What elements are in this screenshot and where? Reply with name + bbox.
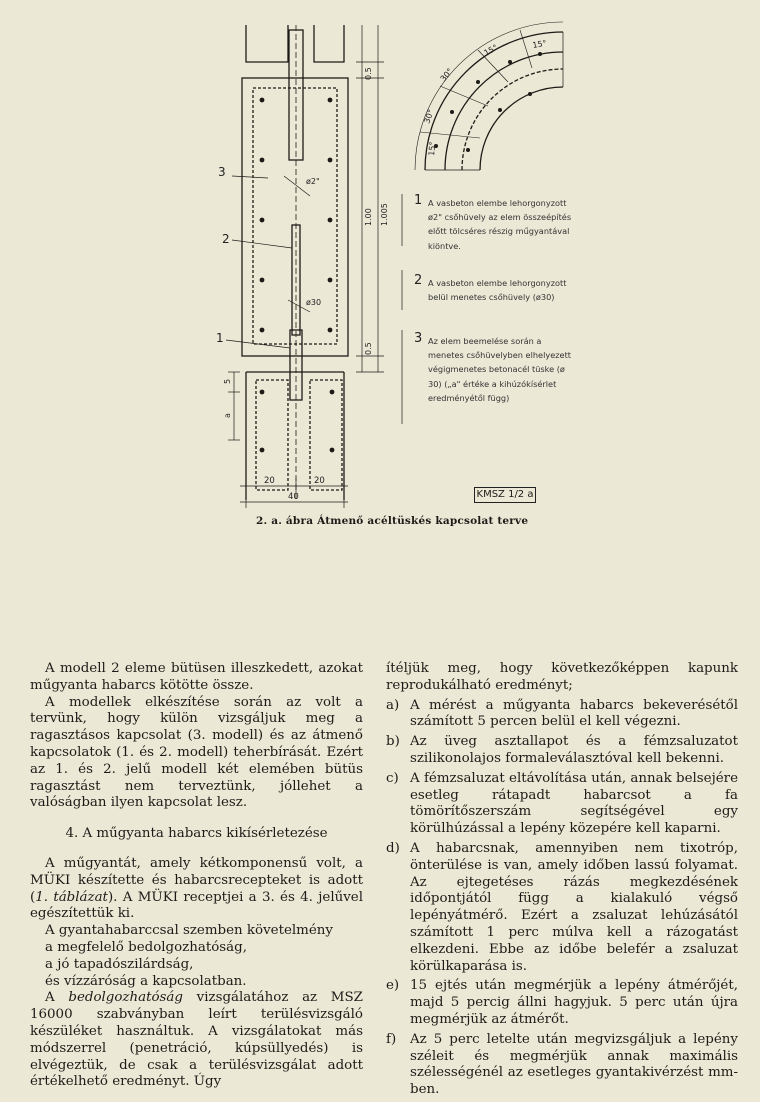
dim-phi2: ø2" [306,177,320,186]
list-item: d) A habarcsnak, amennyiben nem tixotróp, önterülése is van, amely időben lassú folyamat. Az ejtegetéses rázás megkezdésének időpontjától függ a kialakuló végső lepényátmérő. Ezért a zsaluzat lehúzásától számított 1 perc múlva kell a rázogatást elkezdeni. Ebbe az időbe belefér a zsaluzat körülkaparása is. [386,840,738,974]
figure: 3 2 1 0.5 1.00 1.005 0.5 5 a 20 20 40 ø2" ø30 15° 15° 30° 30° 15° 1 A vasbeton elembe lehorgonyzott ø2" csőhüvely az elem összeépítés előtt tölcséres részig műgyantával kiöntve. 2 A vasbeton elembe lehorgonyzott belül menetes csőhüvely (ø30) 3 Az elem beemelése során a menetes csőhüvelyben elhelyezett végigmenetes betonacél tüske (ø 30) („a" értéke a kihúzókísérlet eredményétől függ) KMSZ 1/2 a 2. a. ábra Átmenő acéltüskés kapcsolat terve [0,0,760,540]
paragraph: A modellek elkészítése során az volt a tervünk, hogy külön vizsgáljuk meg a ragasztásos kapcsolat (3. modell) és az átmenő kapcsolatok (1. és 2. modell) teherbírását. Ezért az 1. és 2. jelű modell két elemében bütüs ragasztást nem terveztünk, jóllehet a valóságban ilyen kapcsolat lesz. [30,694,363,811]
list-item: b) Az üveg asztallapot és a fémzsaluzatot szilikonolajos formaleválasztóval kell bekenni. [386,734,738,766]
paragraph: ítéljük meg, hogy következőképpen kapunk reprodukálható eredményt; [386,661,738,693]
section-heading: 4. A műgyanta habarcs kikísérletezése [65,826,328,842]
connection-drawing [0,0,760,540]
dim-1-00: 1.00 [364,208,373,226]
angle-15-a: 15° [531,38,548,50]
requirement-item: és vízzáróság a kapcsolatban. [45,973,247,989]
list-item: c) A fémzsaluzat eltávolítása után, annak belsejére esetleg rátapadt habarcsot a fa tömörítőszerszám segítségével egy körülhúzással a lepény közepére kell kaparni. [386,770,738,837]
paragraph: A bedolgozhatóság vizsgálatához az MSZ 16000 szabványban leírt terülésvizsgáló készüléket használtuk. A vizsgálatokat más módszerrel (penetráció, kúpsüllyedés) is elvégeztük, de csak a terülésvizsgálat adott értékelhető eredményt. Úgy [30,990,363,1090]
emphasis: bedolgozhatóság [68,990,183,1006]
right-column [386,661,738,1102]
drawing-stamp: KMSZ 1/2 a [474,487,536,503]
angle-15-c: 15° [427,141,438,157]
dim-40: 40 [288,492,299,502]
angle-30-b: 30° [422,108,436,125]
list-item: a) A mérést a műgyanta habarcs bekeverésétől számított 5 percen belül el kell végezni. [386,697,738,730]
list-item: f) Az 5 perc letelte után megvizsgáljuk a lepény széleit és megmérjük annak maximális szélességénél az esetleges gyantakivérzést mm-ben. [386,1031,738,1098]
paragraph: A műgyantát, amely kétkomponensű volt, a MÜKI készítette és habarcsrecepteket is adott (1. táblázat). A MÜKI receptjei a 3. és 4. jelűvel egészítettük ki. [30,855,363,922]
dim-a: a [223,413,232,418]
callout-2: 2 [222,232,230,246]
callout-3: 3 [218,165,226,179]
angle-15-b: 15° [482,42,500,58]
dim-phi30: ø30 [306,298,322,307]
callout-1: 1 [216,331,224,345]
dim-20-right: 20 [314,476,325,486]
left-column [30,661,363,1091]
table-reference: 1. táblázat [35,889,108,905]
list-item: e) 15 ejtés után megmérjük a lepény átmérőjét, majd 5 percig állni hagyjuk. 5 perc után újra megmérjük az átmérőt. [386,978,738,1027]
dim-0-5-bottom: 0.5 [364,342,373,355]
dim-5: 5 [223,378,232,384]
angle-30-a: 30° [438,66,455,84]
requirements-intro: A gyantahabarccsal szemben követelmény [45,923,333,939]
paragraph: A modell 2 eleme bütüsen illeszkedett, azokat műgyanta habarcs kötötte össze. [30,661,363,693]
dim-20-left: 20 [264,476,275,486]
requirement-item: a jó tapadószilárdság, [45,956,194,972]
dim-1-005: 1.005 [380,203,389,226]
requirement-item: a megfelelő bedolgozhatóság, [45,939,247,955]
figure-caption: 2. a. ábra Átmenő acéltüskés kapcsolat terve [256,515,529,527]
dim-0-5-top: 0.5 [364,67,373,80]
